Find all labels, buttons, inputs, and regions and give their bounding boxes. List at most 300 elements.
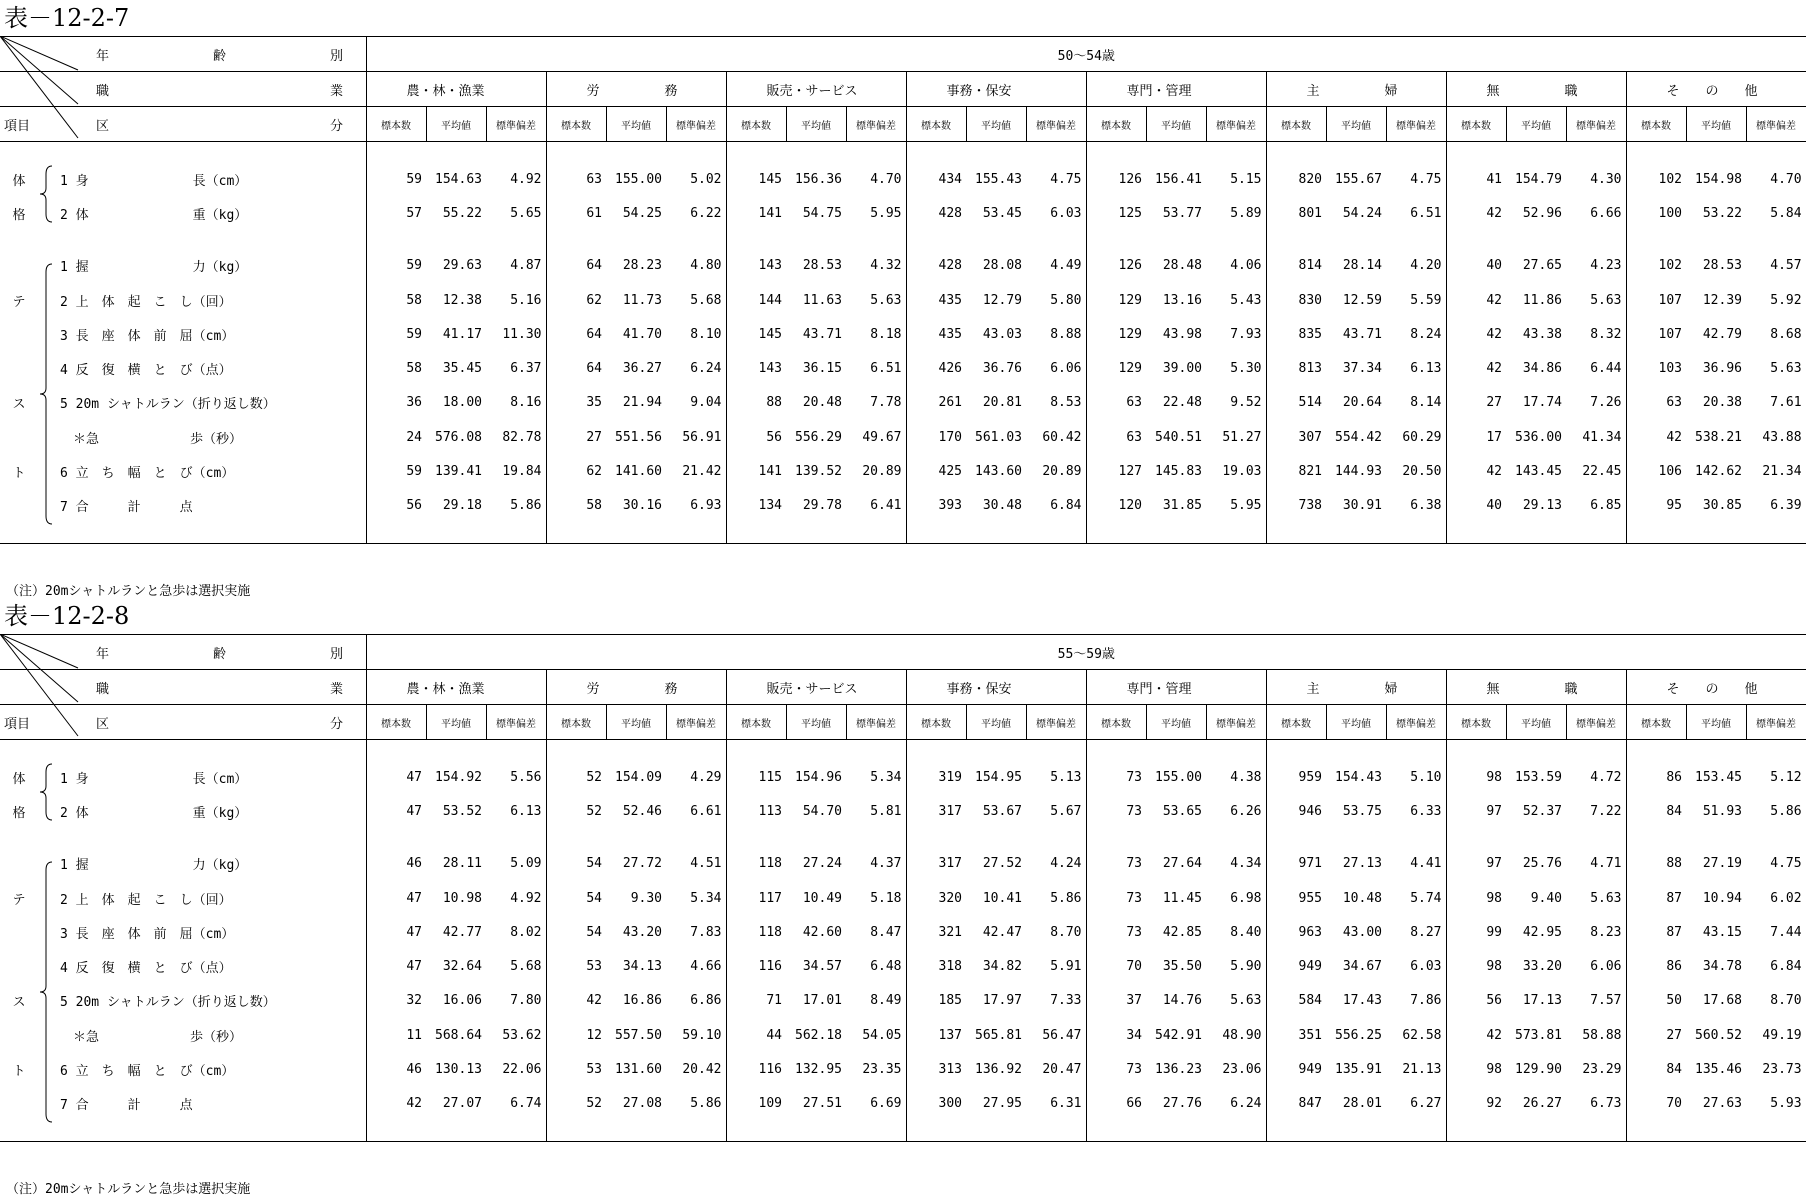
- data-cell: 55.22: [442, 205, 482, 221]
- data-cell: 53: [586, 959, 602, 975]
- data-cell: 4.57: [1746, 249, 1806, 283]
- data-cell: 170: [938, 429, 962, 445]
- data-cell: 20.38: [1702, 395, 1742, 411]
- data-cell: 319: [938, 769, 962, 785]
- data-cell: 6.84: [1746, 949, 1806, 983]
- table-row: [0, 881, 1806, 915]
- data-cell: 11.45: [1162, 890, 1202, 906]
- item-label: 項目: [0, 107, 56, 142]
- data-cell: 129.90: [1515, 1062, 1562, 1078]
- data-cell: 154.95: [975, 769, 1022, 785]
- data-cell: 84: [1666, 803, 1682, 819]
- data-cell: 5.15: [1206, 162, 1266, 196]
- data-cell: 59: [406, 326, 422, 342]
- data-cell: 425: [938, 464, 962, 480]
- data-cell: 300: [938, 1096, 962, 1112]
- data-cell: 97: [1486, 803, 1502, 819]
- data-cell: 5.02: [666, 162, 726, 196]
- data-cell: 27.19: [1702, 856, 1742, 872]
- data-cell: 814: [1298, 258, 1322, 274]
- data-cell: 5.34: [666, 881, 726, 915]
- data-cell: 4.72: [1566, 760, 1626, 794]
- data-cell: 129: [1118, 326, 1142, 342]
- data-cell: 557.50: [615, 1027, 662, 1043]
- row-label: 2 体 重（kg）: [56, 794, 366, 828]
- data-cell: 8.27: [1386, 915, 1446, 949]
- data-cell: 6.51: [846, 351, 906, 385]
- stat-column-header: 標準偏差: [1026, 705, 1086, 740]
- data-cell: 32: [406, 993, 422, 1009]
- data-cell: 5.63: [1746, 351, 1806, 385]
- division-label: 区 分: [96, 716, 344, 732]
- data-cell: 6.24: [666, 351, 726, 385]
- division-header-label: [56, 705, 366, 740]
- data-cell: 5.89: [1206, 196, 1266, 230]
- data-cell: 5.80: [1026, 283, 1086, 317]
- data-cell: 6.74: [486, 1087, 546, 1121]
- data-cell: 53.45: [982, 205, 1022, 221]
- data-cell: 6.84: [1026, 489, 1086, 523]
- data-cell: 7.57: [1566, 984, 1626, 1018]
- stat-column-header: 標本数: [1626, 107, 1686, 142]
- data-cell: 5.86: [1026, 881, 1086, 915]
- stat-column-header: 標準偏差: [1206, 705, 1266, 740]
- data-cell: 5.16: [486, 283, 546, 317]
- data-cell: 27: [1486, 395, 1502, 411]
- data-cell: 7.44: [1746, 915, 1806, 949]
- stat-column-header: 平均値: [606, 705, 666, 740]
- data-cell: 28.48: [1162, 258, 1202, 274]
- data-cell: 514: [1298, 395, 1322, 411]
- data-cell: 351: [1298, 1027, 1322, 1043]
- data-cell: 42.95: [1522, 924, 1562, 940]
- data-cell: 144: [758, 292, 782, 308]
- data-cell: 14.76: [1162, 993, 1202, 1009]
- data-cell: 136.23: [1155, 1062, 1202, 1078]
- data-cell: 24: [406, 429, 422, 445]
- data-cell: 36.27: [622, 361, 662, 377]
- data-cell: 7.78: [846, 386, 906, 420]
- data-cell: 8.70: [1746, 984, 1806, 1018]
- data-cell: 27.52: [982, 856, 1022, 872]
- occupation-name: 事務・保安: [946, 83, 1012, 99]
- data-cell: 6.44: [1566, 351, 1626, 385]
- data-cell: 53.62: [486, 1018, 546, 1052]
- data-cell: 6.27: [1386, 1087, 1446, 1121]
- data-cell: 30.85: [1702, 498, 1742, 514]
- row-label: 7 合 計 点: [56, 489, 366, 523]
- data-cell: 52.96: [1522, 205, 1562, 221]
- group-braces: [0, 758, 60, 1178]
- age-group: 55～59歳: [366, 635, 1806, 670]
- data-cell: 5.68: [486, 949, 546, 983]
- data-cell: 106: [1658, 464, 1682, 480]
- data-cell: 435: [938, 326, 962, 342]
- data-cell: 42: [1486, 205, 1502, 221]
- table-row: [0, 196, 1806, 230]
- data-cell: 118: [758, 924, 782, 940]
- data-cell: 41: [1486, 171, 1502, 187]
- data-cell: 27.24: [802, 856, 842, 872]
- occupation-name: 労 務: [586, 83, 678, 99]
- stat-column-header: 標準偏差: [1566, 107, 1626, 142]
- data-table: [0, 36, 1806, 544]
- data-cell: 43.88: [1746, 420, 1806, 454]
- data-cell: 42: [1486, 464, 1502, 480]
- data-cell: 8.32: [1566, 317, 1626, 351]
- occupation-name: そ の 他: [1666, 681, 1758, 697]
- data-cell: 23.06: [1206, 1052, 1266, 1086]
- occupation-name: 販売・サービス: [766, 681, 858, 697]
- occupation-header: [726, 670, 906, 705]
- data-cell: 43.38: [1522, 326, 1562, 342]
- data-cell: 16.86: [622, 993, 662, 1009]
- data-cell: 4.70: [1746, 162, 1806, 196]
- data-cell: 5.63: [1206, 984, 1266, 1018]
- data-cell: 6.98: [1206, 881, 1266, 915]
- data-cell: 143: [758, 258, 782, 274]
- data-cell: 6.85: [1566, 489, 1626, 523]
- data-cell: 43.71: [1342, 326, 1382, 342]
- occupation-name: 販売・サービス: [766, 83, 858, 99]
- data-cell: 6.31: [1026, 1087, 1086, 1121]
- data-cell: 4.49: [1026, 249, 1086, 283]
- stat-column-header: 標準偏差: [846, 705, 906, 740]
- data-cell: 73: [1126, 803, 1142, 819]
- data-cell: 102: [1658, 171, 1682, 187]
- data-cell: 116: [758, 1062, 782, 1078]
- data-cell: 20.89: [1026, 454, 1086, 488]
- data-cell: 23.73: [1746, 1052, 1806, 1086]
- data-cell: 56: [406, 498, 422, 514]
- table-row: [0, 317, 1806, 351]
- data-cell: 37.34: [1342, 361, 1382, 377]
- row-label: 1 握 力（kg）: [56, 847, 366, 881]
- data-cell: 7.83: [666, 915, 726, 949]
- data-cell: 42.79: [1702, 326, 1742, 342]
- occupation-header: [1626, 670, 1806, 705]
- occupation-header: [1086, 72, 1266, 107]
- data-cell: 87: [1666, 890, 1682, 906]
- occupation-name: 専門・管理: [1126, 83, 1192, 99]
- data-cell: 6.24: [1206, 1087, 1266, 1121]
- data-cell: 141: [758, 464, 782, 480]
- data-cell: 62.58: [1386, 1018, 1446, 1052]
- data-cell: 47: [406, 803, 422, 819]
- data-cell: 4.32: [846, 249, 906, 283]
- data-cell: 313: [938, 1062, 962, 1078]
- table-row: [0, 1087, 1806, 1121]
- stat-column-header: 平均値: [426, 107, 486, 142]
- data-cell: 11.63: [802, 292, 842, 308]
- data-cell: 7.61: [1746, 386, 1806, 420]
- data-cell: 560.52: [1695, 1027, 1742, 1043]
- data-cell: 63: [1126, 395, 1142, 411]
- stat-column-header: 平均値: [786, 107, 846, 142]
- data-cell: 127: [1118, 464, 1142, 480]
- data-cell: 58.88: [1566, 1018, 1626, 1052]
- data-cell: 154.09: [615, 769, 662, 785]
- data-cell: 155.67: [1335, 171, 1382, 187]
- stat-column-header: 標本数: [1446, 705, 1506, 740]
- row-label: 3 長 座 体 前 屈（cm）: [56, 915, 366, 949]
- data-cell: 20.48: [802, 395, 842, 411]
- stat-column-header: 標本数: [1626, 705, 1686, 740]
- data-cell: 28.23: [622, 258, 662, 274]
- data-cell: 53: [586, 1062, 602, 1078]
- data-cell: 139.52: [795, 464, 842, 480]
- item-label: 項目: [0, 705, 56, 740]
- data-cell: 47: [406, 959, 422, 975]
- data-cell: 6.06: [1566, 949, 1626, 983]
- data-cell: 82.78: [486, 420, 546, 454]
- data-cell: 949: [1298, 1062, 1322, 1078]
- data-cell: 21.13: [1386, 1052, 1446, 1086]
- data-cell: 17.43: [1342, 993, 1382, 1009]
- stat-column-header: 標準偏差: [666, 705, 726, 740]
- data-cell: 949: [1298, 959, 1322, 975]
- data-cell: 551.56: [615, 429, 662, 445]
- data-cell: 317: [938, 856, 962, 872]
- group-label: テ: [12, 892, 26, 908]
- data-cell: 56: [766, 429, 782, 445]
- data-cell: 23.29: [1566, 1052, 1626, 1086]
- data-cell: 17.97: [982, 993, 1022, 1009]
- table-row: [0, 420, 1806, 454]
- occupation-header: [546, 670, 726, 705]
- data-cell: 318: [938, 959, 962, 975]
- data-cell: 22.45: [1566, 454, 1626, 488]
- data-cell: 53.67: [982, 803, 1022, 819]
- data-cell: 8.49: [846, 984, 906, 1018]
- data-table: [0, 634, 1806, 1142]
- data-cell: 34.86: [1522, 361, 1562, 377]
- age-label: 年 齢 別: [96, 646, 344, 662]
- data-cell: 6.38: [1386, 489, 1446, 523]
- stat-column-header: 標本数: [726, 107, 786, 142]
- data-cell: 21.34: [1746, 454, 1806, 488]
- stat-column-header: 標準偏差: [1386, 705, 1446, 740]
- data-cell: 129: [1118, 292, 1142, 308]
- data-cell: 6.02: [1746, 881, 1806, 915]
- table-row: [0, 351, 1806, 385]
- data-cell: 60.29: [1386, 420, 1446, 454]
- occupation-name: 事務・保安: [946, 681, 1012, 697]
- data-cell: 5.93: [1746, 1087, 1806, 1121]
- data-cell: 8.88: [1026, 317, 1086, 351]
- data-cell: 62: [586, 292, 602, 308]
- data-cell: 42.77: [442, 924, 482, 940]
- data-cell: 22.48: [1162, 395, 1202, 411]
- data-cell: 29.78: [802, 498, 842, 514]
- table-row: [0, 847, 1806, 881]
- data-cell: 20.64: [1342, 395, 1382, 411]
- occupation-header: [1446, 72, 1626, 107]
- data-cell: 32.64: [442, 959, 482, 975]
- data-cell: 126: [1118, 258, 1142, 274]
- data-cell: 27.65: [1522, 258, 1562, 274]
- data-cell: 154.96: [795, 769, 842, 785]
- data-cell: 145.83: [1155, 464, 1202, 480]
- stat-column-header: 平均値: [1506, 705, 1566, 740]
- data-cell: 4.80: [666, 249, 726, 283]
- data-cell: 17.68: [1702, 993, 1742, 1009]
- data-cell: 52: [586, 769, 602, 785]
- data-cell: 8.68: [1746, 317, 1806, 351]
- data-cell: 154.92: [435, 769, 482, 785]
- data-cell: 27.72: [622, 856, 662, 872]
- data-cell: 10.94: [1702, 890, 1742, 906]
- stat-column-header: 平均値: [1686, 107, 1746, 142]
- data-cell: 4.51: [666, 847, 726, 881]
- data-cell: 132.95: [795, 1062, 842, 1078]
- data-cell: 8.24: [1386, 317, 1446, 351]
- data-cell: 9.40: [1530, 890, 1562, 906]
- data-cell: 47: [406, 769, 422, 785]
- group-label: 体: [12, 173, 26, 189]
- occupation-name: 無 職: [1486, 83, 1578, 99]
- data-cell: 4.34: [1206, 847, 1266, 881]
- data-cell: 29.63: [442, 258, 482, 274]
- data-cell: 8.53: [1026, 386, 1086, 420]
- footnote: （注）20mシャトルランと急歩は選択実施: [6, 1182, 251, 1197]
- table-title: 表－12-2-7: [4, 4, 130, 32]
- data-cell: 59: [406, 171, 422, 187]
- row-label: 6 立 ち 幅 と び（cm）: [56, 454, 366, 488]
- data-cell: 4.20: [1386, 249, 1446, 283]
- stat-column-header: 標準偏差: [846, 107, 906, 142]
- age-label: 年 齢 別: [96, 48, 344, 64]
- data-cell: 6.73: [1566, 1087, 1626, 1121]
- stat-column-header: 標本数: [1086, 705, 1146, 740]
- data-cell: 20.50: [1386, 454, 1446, 488]
- table-row: [0, 915, 1806, 949]
- table-row: [0, 386, 1806, 420]
- data-cell: 154.63: [435, 171, 482, 187]
- data-cell: 317: [938, 803, 962, 819]
- data-cell: 70: [1126, 959, 1142, 975]
- data-cell: 428: [938, 258, 962, 274]
- data-cell: 39.00: [1162, 361, 1202, 377]
- occupation-header: [366, 72, 546, 107]
- data-cell: 129: [1118, 361, 1142, 377]
- table-row: [0, 1052, 1806, 1086]
- data-cell: 54.05: [846, 1018, 906, 1052]
- data-cell: 52.37: [1522, 803, 1562, 819]
- data-cell: 5.63: [846, 283, 906, 317]
- occupation-header-label: [56, 72, 366, 107]
- data-cell: 568.64: [435, 1027, 482, 1043]
- data-cell: 11.86: [1522, 292, 1562, 308]
- stat-column-header: 標本数: [1266, 107, 1326, 142]
- data-cell: 4.29: [666, 760, 726, 794]
- data-cell: 6.06: [1026, 351, 1086, 385]
- data-cell: 820: [1298, 171, 1322, 187]
- data-cell: 42.60: [802, 924, 842, 940]
- data-cell: 12.38: [442, 292, 482, 308]
- data-cell: 43.71: [802, 326, 842, 342]
- data-cell: 141.60: [615, 464, 662, 480]
- data-cell: 42: [1486, 326, 1502, 342]
- data-cell: 4.37: [846, 847, 906, 881]
- table-row: [0, 489, 1806, 523]
- data-cell: 9.52: [1206, 386, 1266, 420]
- stat-column-header: 標本数: [1086, 107, 1146, 142]
- data-cell: 28.14: [1342, 258, 1382, 274]
- occupation-header: [1086, 670, 1266, 705]
- data-cell: 117: [758, 890, 782, 906]
- data-cell: 35.45: [442, 361, 482, 377]
- data-cell: 28.01: [1342, 1096, 1382, 1112]
- stat-column-header: 標本数: [906, 705, 966, 740]
- data-cell: 73: [1126, 1062, 1142, 1078]
- data-cell: 33.20: [1522, 959, 1562, 975]
- occupation-header: [546, 72, 726, 107]
- data-cell: 66: [1126, 1096, 1142, 1112]
- data-cell: 307: [1298, 429, 1322, 445]
- data-cell: 6.51: [1386, 196, 1446, 230]
- stat-column-header: 平均値: [606, 107, 666, 142]
- table-row: [0, 1018, 1806, 1052]
- data-cell: 26.27: [1522, 1096, 1562, 1112]
- data-cell: 29.18: [442, 498, 482, 514]
- data-cell: 9.30: [630, 890, 662, 906]
- data-cell: 88: [1666, 856, 1682, 872]
- data-cell: 4.66: [666, 949, 726, 983]
- data-cell: 44: [766, 1027, 782, 1043]
- data-cell: 53.65: [1162, 803, 1202, 819]
- data-cell: 11.73: [622, 292, 662, 308]
- stat-column-header: 標準偏差: [1206, 107, 1266, 142]
- group-braces: [0, 160, 60, 580]
- data-cell: 27.76: [1162, 1096, 1202, 1112]
- group-label: 格: [12, 207, 26, 223]
- data-cell: 57: [406, 205, 422, 221]
- data-cell: 125: [1118, 205, 1142, 221]
- data-cell: 434: [938, 171, 962, 187]
- stat-column-header: 標準偏差: [1026, 107, 1086, 142]
- data-cell: 34.78: [1702, 959, 1742, 975]
- data-cell: 9.04: [666, 386, 726, 420]
- data-cell: 47: [406, 924, 422, 940]
- data-cell: 801: [1298, 205, 1322, 221]
- data-cell: 4.87: [486, 249, 546, 283]
- data-cell: 154.79: [1515, 171, 1562, 187]
- data-cell: 49.19: [1746, 1018, 1806, 1052]
- data-cell: 58: [406, 361, 422, 377]
- data-cell: 35.50: [1162, 959, 1202, 975]
- data-cell: 36: [406, 395, 422, 411]
- stat-column-header: 標本数: [546, 705, 606, 740]
- data-cell: 4.92: [486, 881, 546, 915]
- data-cell: 73: [1126, 890, 1142, 906]
- row-label: 1 握 力（kg）: [56, 249, 366, 283]
- data-cell: 6.66: [1566, 196, 1626, 230]
- data-cell: 22.06: [486, 1052, 546, 1086]
- data-cell: 53.77: [1162, 205, 1202, 221]
- data-cell: 5.34: [846, 760, 906, 794]
- occupation-header: [1446, 670, 1626, 705]
- data-cell: 64: [586, 326, 602, 342]
- data-cell: 103: [1658, 361, 1682, 377]
- data-cell: 556.25: [1335, 1027, 1382, 1043]
- data-cell: 565.81: [975, 1027, 1022, 1043]
- group-label: ト: [12, 466, 26, 482]
- data-cell: 27.95: [982, 1096, 1022, 1112]
- data-cell: 84: [1666, 1062, 1682, 1078]
- corner-diagonals: [0, 634, 80, 774]
- data-cell: 100: [1658, 205, 1682, 221]
